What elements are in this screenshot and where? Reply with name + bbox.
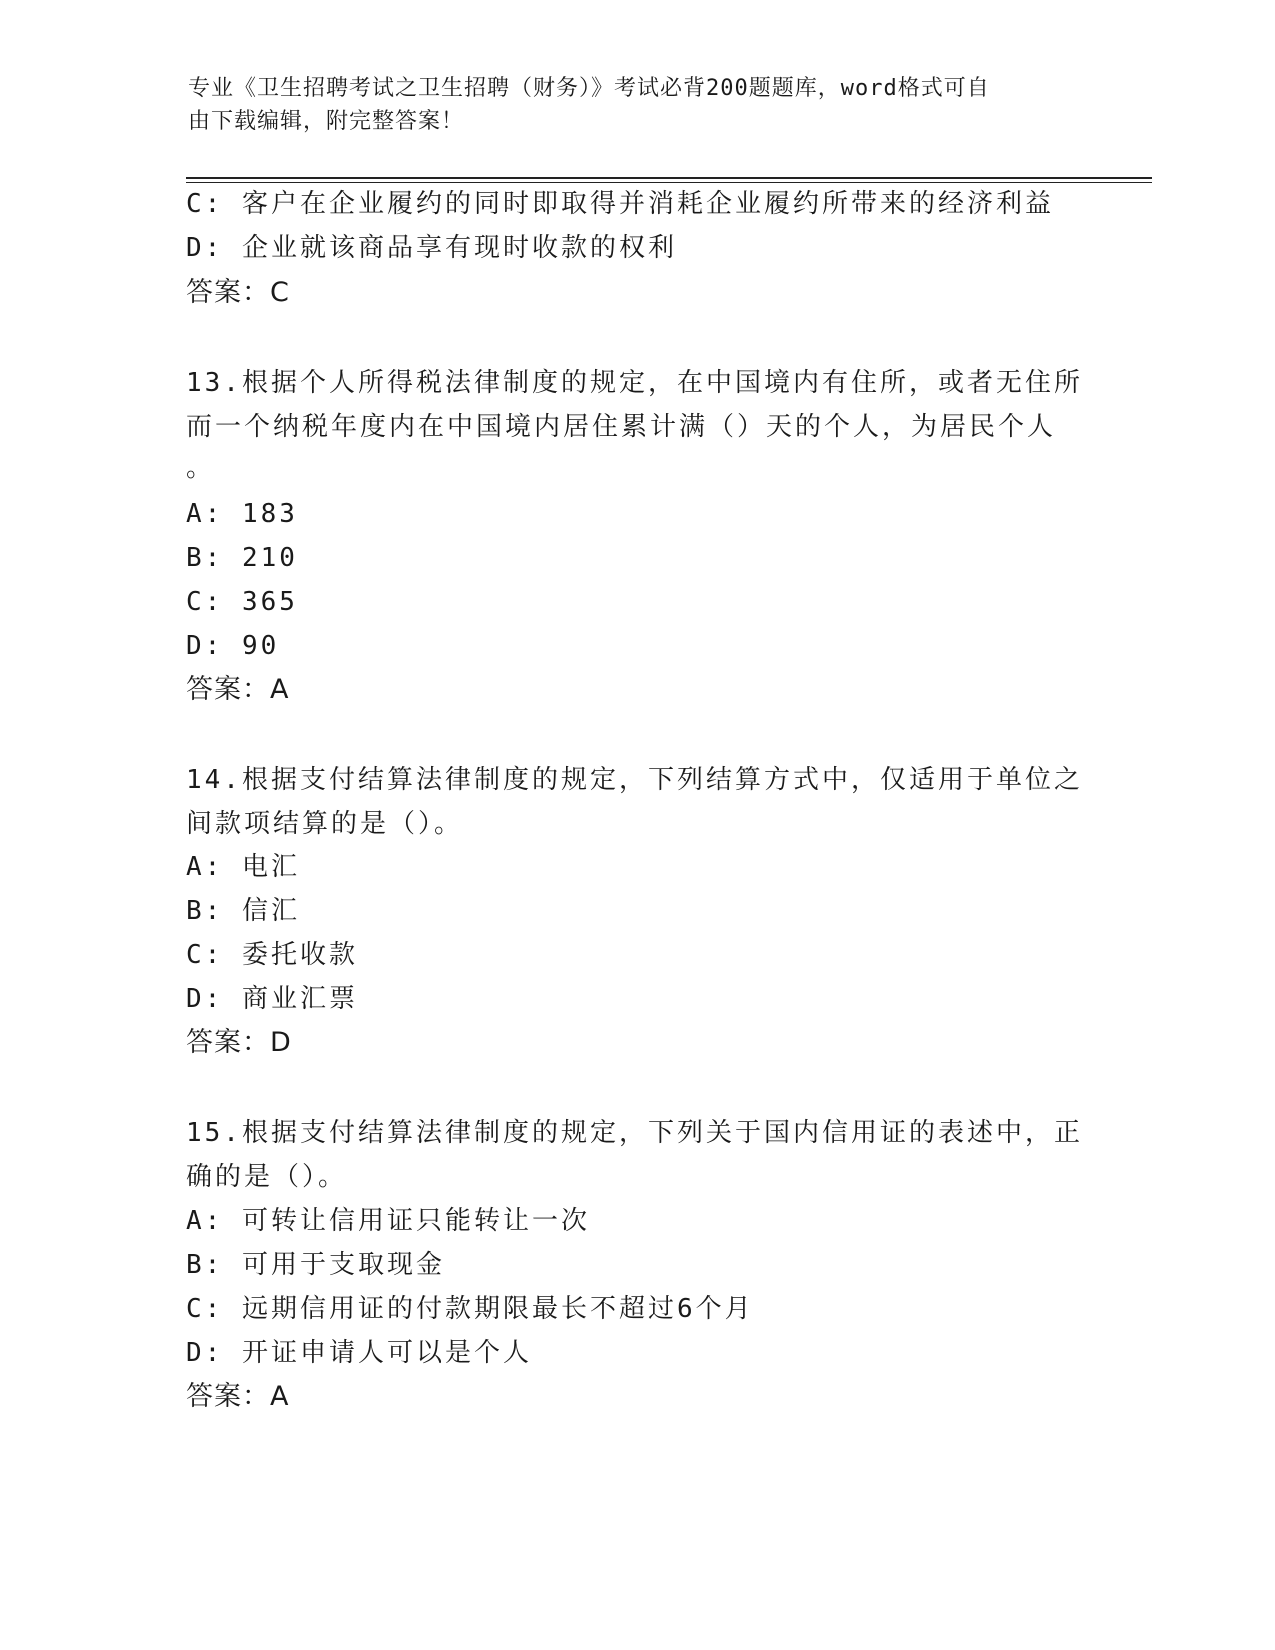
q15-option-b: B: 可用于支取现金 [186, 1250, 445, 1280]
prev-answer: 答案：C [186, 277, 290, 308]
header-title-line-1: 专业《卫生招聘考试之卫生招聘（财务）》考试必背200题题库，word格式可自 [188, 76, 990, 101]
q15-stem-line-2: 确的是（）。 [186, 1162, 348, 1192]
prev-option-c: C: 客户在企业履约的同时即取得并消耗企业履约所带来的经济利益 [186, 189, 1054, 219]
q15-option-a: A: 可转让信用证只能转让一次 [186, 1206, 590, 1236]
header-divider-thick [186, 177, 1152, 179]
q13-stem-line-3: 。 [186, 453, 216, 483]
header-divider-thin [186, 182, 1152, 183]
q13-option-d: D: 90 [186, 631, 280, 661]
q15-stem-line-1: 15.根据支付结算法律制度的规定，下列关于国内信用证的表述中，正 [186, 1118, 1083, 1148]
q13-option-b: B: 210 [186, 543, 298, 573]
q13-stem-line-2: 而一个纳税年度内在中国境内居住累计满（）天的个人，为居民个人 [186, 412, 1057, 442]
q13-option-a: A: 183 [186, 499, 298, 529]
q13-stem-line-1: 13.根据个人所得税法律制度的规定，在中国境内有住所，或者无住所 [186, 368, 1083, 398]
header-title-line-2: 由下载编辑，附完整答案！ [188, 109, 465, 134]
q15-option-d: D: 开证申请人可以是个人 [186, 1338, 532, 1368]
q14-stem-line-2: 间款项结算的是（）。 [186, 809, 464, 839]
q15-answer: 答案：A [186, 1381, 290, 1412]
q15-option-c: C: 远期信用证的付款期限最长不超过6个月 [186, 1294, 754, 1324]
q14-option-b: B: 信汇 [186, 896, 300, 926]
q13-answer: 答案：A [186, 674, 290, 705]
q13-option-c: C: 365 [186, 587, 298, 617]
q14-option-d: D: 商业汇票 [186, 984, 358, 1014]
prev-option-d: D: 企业就该商品享有现时收款的权利 [186, 233, 677, 263]
q14-option-c: C: 委托收款 [186, 940, 358, 970]
document-header [188, 72, 1068, 138]
q14-answer: 答案：D [186, 1027, 292, 1058]
q14-stem-line-1: 14.根据支付结算法律制度的规定，下列结算方式中，仅适用于单位之 [186, 765, 1083, 795]
q14-option-a: A: 电汇 [186, 852, 300, 882]
